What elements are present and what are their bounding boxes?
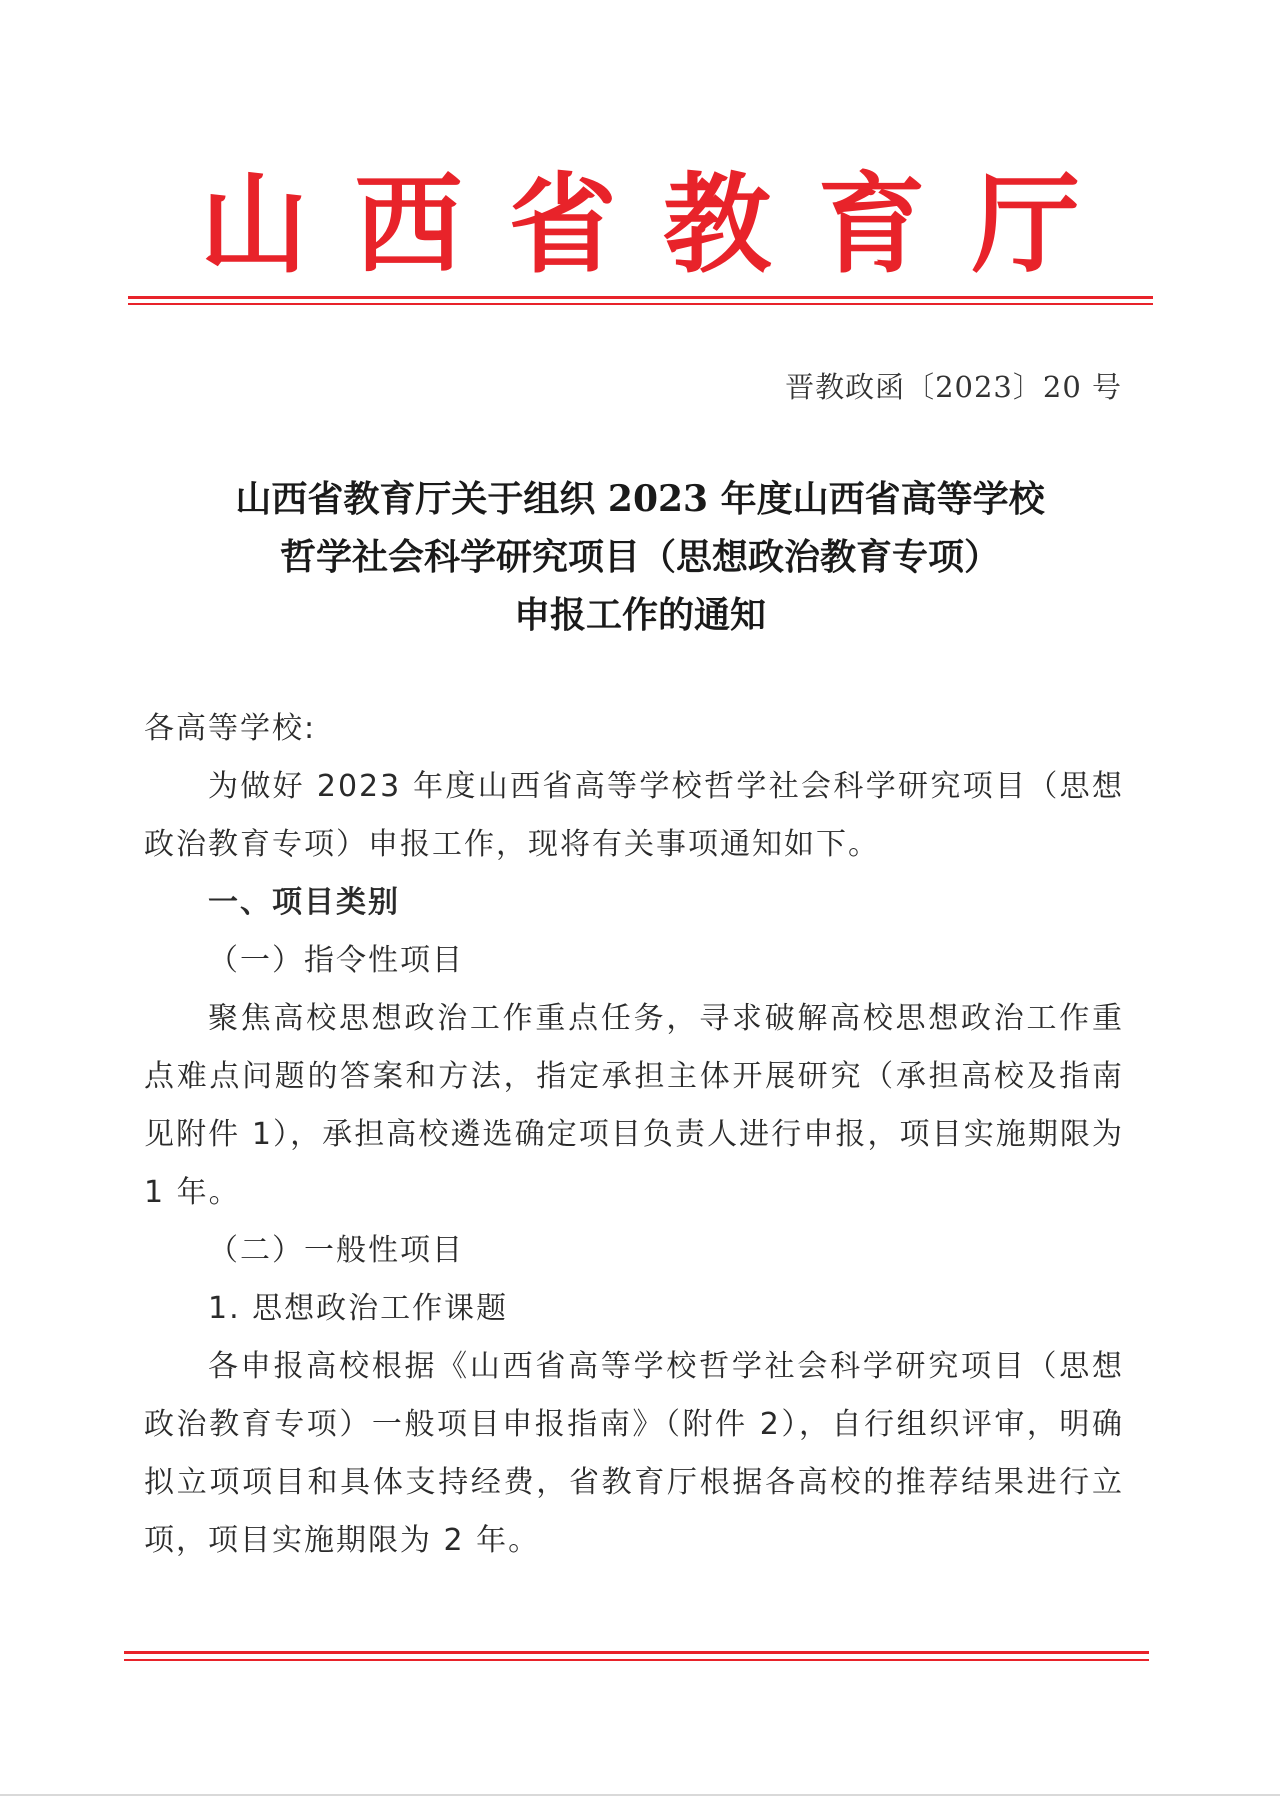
letterhead-char: 厅: [971, 162, 1080, 288]
subsection-heading: （一）指令性项目: [208, 943, 464, 978]
footer-red-rule: [124, 1651, 1149, 1654]
subsection-heading: （二）一般性项目: [208, 1233, 464, 1268]
letterhead-char: 育: [817, 162, 926, 288]
item-heading: 1. 思想政治工作课题: [208, 1291, 509, 1326]
intro-paragraph: 为做好 2023 年度山西省高等学校哲学社会科学研究项目（思想政治教育专项）申报工作，现将有关事项通知如下。: [144, 769, 1124, 862]
subsection-paragraph: 聚焦高校思想政治工作重点任务，寻求破解高校思想政治工作重点难点问题的答案和方法，指定承担主体开展研究（承担高校及指南见附件 1），承担高校遴选确定项目负责人进行申报，项目实施期限为 1 年。: [144, 1001, 1124, 1210]
page-bottom-edge: [0, 1794, 1280, 1796]
letterhead-char: 教: [663, 162, 772, 288]
section-heading: 一、项目类别: [208, 885, 400, 920]
letterhead-char: 西: [354, 162, 463, 288]
footer-red-rule-thin: [124, 1659, 1149, 1661]
letterhead-char: 省: [508, 162, 617, 288]
letterhead-red-rule-thin: [128, 303, 1153, 305]
document-body: [144, 700, 1124, 1570]
document-number: 晋教政函〔2023〕20 号: [785, 370, 1122, 404]
title-line-3: 申报工作的通知: [513, 594, 766, 636]
letterhead-char: 山: [200, 162, 309, 288]
title-line-2: 哲学社会科学研究项目（思想政治教育专项）: [279, 536, 1000, 578]
item-paragraph: 各申报高校根据《山西省高等学校哲学社会科学研究项目（思想政治教育专项）一般项目申报指南》（附件 2），自行组织评审，明确拟立项项目和具体支持经费，省教育厅根据各高校的推荐结果进行立项，项目实施期限为 2 年。: [144, 1349, 1124, 1558]
letterhead-red-rule: [128, 296, 1153, 299]
document-title: [140, 470, 1140, 644]
letterhead-title: [200, 160, 1080, 290]
title-line-1: 山西省教育厅关于组织 2023 年度山西省高等学校: [235, 478, 1045, 520]
salutation: 各高等学校:: [144, 711, 317, 746]
